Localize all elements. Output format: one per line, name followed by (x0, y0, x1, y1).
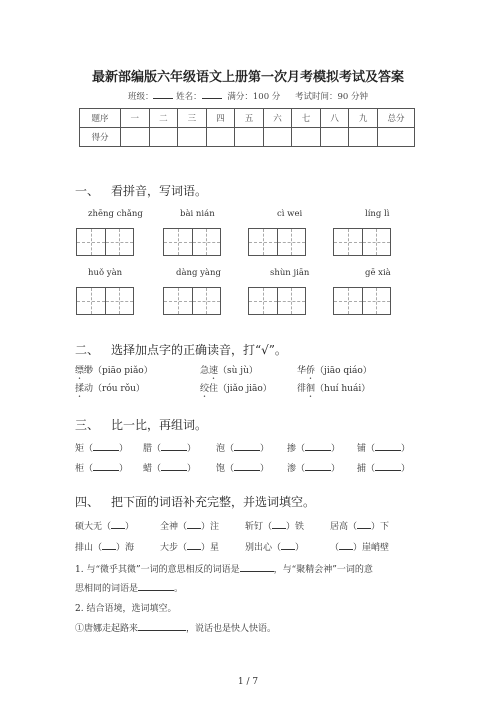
pinyin-label: gē xià (365, 268, 391, 278)
name-label: 姓名： (176, 92, 202, 102)
writing-grid[interactable] (248, 228, 306, 256)
pinyin-label: bài nián (180, 209, 215, 219)
section2-title: 选择加点字的正确读音，打“√”。 (111, 343, 287, 357)
idiom-item[interactable]: 别出心（ ） (245, 543, 305, 553)
writing-grid[interactable] (248, 287, 306, 315)
score-cell[interactable] (349, 128, 378, 147)
score-cell[interactable] (292, 128, 321, 147)
compare-item[interactable]: 渗（ ） (287, 464, 341, 474)
idiom-item[interactable]: 居高（ ）下 (330, 522, 390, 532)
writing-grid[interactable] (76, 287, 134, 315)
compare-item[interactable]: 泡（ ） (216, 444, 270, 454)
full-score: 满分：100 分 (227, 92, 281, 102)
writing-grid[interactable] (333, 228, 391, 256)
section3-heading (75, 416, 207, 433)
section4-heading (75, 493, 315, 510)
writing-grid[interactable] (333, 287, 391, 315)
question-1-cont: 思相同的词语是 。 (75, 584, 184, 594)
section1-num: 一、 (75, 184, 100, 198)
score-header-cell: 总分 (378, 109, 415, 128)
pinyin-label: líng lì (365, 209, 390, 219)
class-blank (153, 98, 173, 99)
idiom-item[interactable]: 排山（ ）海 (75, 543, 135, 553)
idiom-item[interactable]: （ ）崖峭壁 (330, 543, 390, 553)
writing-grid[interactable] (163, 228, 221, 256)
reading-option[interactable]: 绞住（jiǎo jiāo） (200, 384, 272, 394)
page-title: 最新部编版六年级语文上册第一次月考模拟考试及答案 (91, 70, 404, 85)
score-header-cell: 六 (263, 109, 292, 128)
section4-num: 四、 (75, 495, 100, 509)
score-header-cell: 五 (235, 109, 264, 128)
pinyin-label: shùn jiān (270, 268, 310, 278)
reading-option[interactable]: 缥缈（piāo piǎo） (75, 366, 153, 376)
idiom-item[interactable]: 全神（ ）注 (160, 522, 220, 532)
score-cell[interactable] (149, 128, 178, 147)
score-cell[interactable] (263, 128, 292, 147)
answer-blank[interactable] (138, 630, 186, 631)
score-header-cell: 题序 (80, 109, 121, 128)
reading-option[interactable]: 揉动（róu rǒu） (75, 384, 145, 394)
page-number: 1 / 7 (237, 677, 259, 687)
score-cell[interactable] (178, 128, 207, 147)
section2-heading (75, 341, 287, 358)
pinyin-label: huǒ yàn (88, 268, 123, 278)
answer-blank[interactable] (138, 590, 174, 591)
answer-blank[interactable] (240, 571, 274, 572)
score-header-cell: 二 (149, 109, 178, 128)
name-blank (202, 98, 222, 99)
reading-option[interactable]: 华侨（jiāo qiáo） (297, 366, 372, 376)
writing-grid[interactable] (76, 228, 134, 256)
exam-info (0, 90, 496, 102)
idiom-item[interactable]: 大步（ ）星 (160, 543, 220, 553)
score-cell[interactable] (235, 128, 264, 147)
section4-title: 把下面的词语补充完整，并选词填空。 (111, 495, 316, 509)
compare-item[interactable]: 腊（ ） (143, 444, 197, 454)
score-table (79, 108, 415, 147)
question-1: 1. 与“微乎其微”一词的意思相反的词语是 ，与“聚精会神”一词的意 (75, 565, 373, 575)
class-label: 班级： (127, 92, 154, 102)
score-header-cell: 一 (121, 109, 150, 128)
score-cell[interactable] (320, 128, 349, 147)
score-header-cell: 四 (206, 109, 235, 128)
score-cell[interactable] (206, 128, 235, 147)
score-cell[interactable] (121, 128, 150, 147)
score-row-label: 得分 (80, 128, 121, 147)
pinyin-label: cì wei (277, 209, 303, 219)
score-cell[interactable] (378, 128, 415, 147)
score-header-row (80, 109, 415, 128)
question-2: 2. 结合语境，选词填空。 (75, 604, 177, 614)
pinyin-label: zhēng chǎng (88, 209, 143, 219)
section1-title: 看拼音，写词语。 (111, 184, 208, 198)
compare-item[interactable]: 柜（ ） (75, 464, 129, 474)
idiom-item[interactable]: 斩钉（ ）铁 (245, 522, 305, 532)
question-2-1: ①唐娜走起路来 ，说话也是快人快语。 (75, 624, 277, 634)
score-header-cell: 九 (349, 109, 378, 128)
score-header-cell: 七 (292, 109, 321, 128)
idiom-item[interactable]: 硕大无（ ） (75, 522, 135, 532)
score-row (80, 128, 415, 147)
compare-item[interactable]: 蜡（ ） (143, 464, 197, 474)
reading-option[interactable]: 徘徊（huí huái） (297, 384, 371, 394)
section1-heading (75, 182, 207, 199)
compare-item[interactable]: 掺（ ） (287, 444, 341, 454)
compare-item[interactable]: 铺（ ） (357, 444, 411, 454)
reading-option[interactable]: 急速（sù jù） (200, 366, 258, 376)
score-header-cell: 三 (178, 109, 207, 128)
section2-num: 二、 (75, 343, 100, 357)
exam-time: 考试时间：90 分钟 (295, 92, 369, 102)
compare-item[interactable]: 饱（ ） (216, 464, 270, 474)
compare-item[interactable]: 捕（ ） (357, 464, 411, 474)
score-header-cell: 八 (320, 109, 349, 128)
section3-title: 比一比，再组词。 (111, 418, 208, 432)
compare-item[interactable]: 矩（ ） (75, 444, 129, 454)
writing-grid[interactable] (163, 287, 221, 315)
pinyin-label: dàng yàng (176, 268, 221, 278)
section3-num: 三、 (75, 418, 100, 432)
